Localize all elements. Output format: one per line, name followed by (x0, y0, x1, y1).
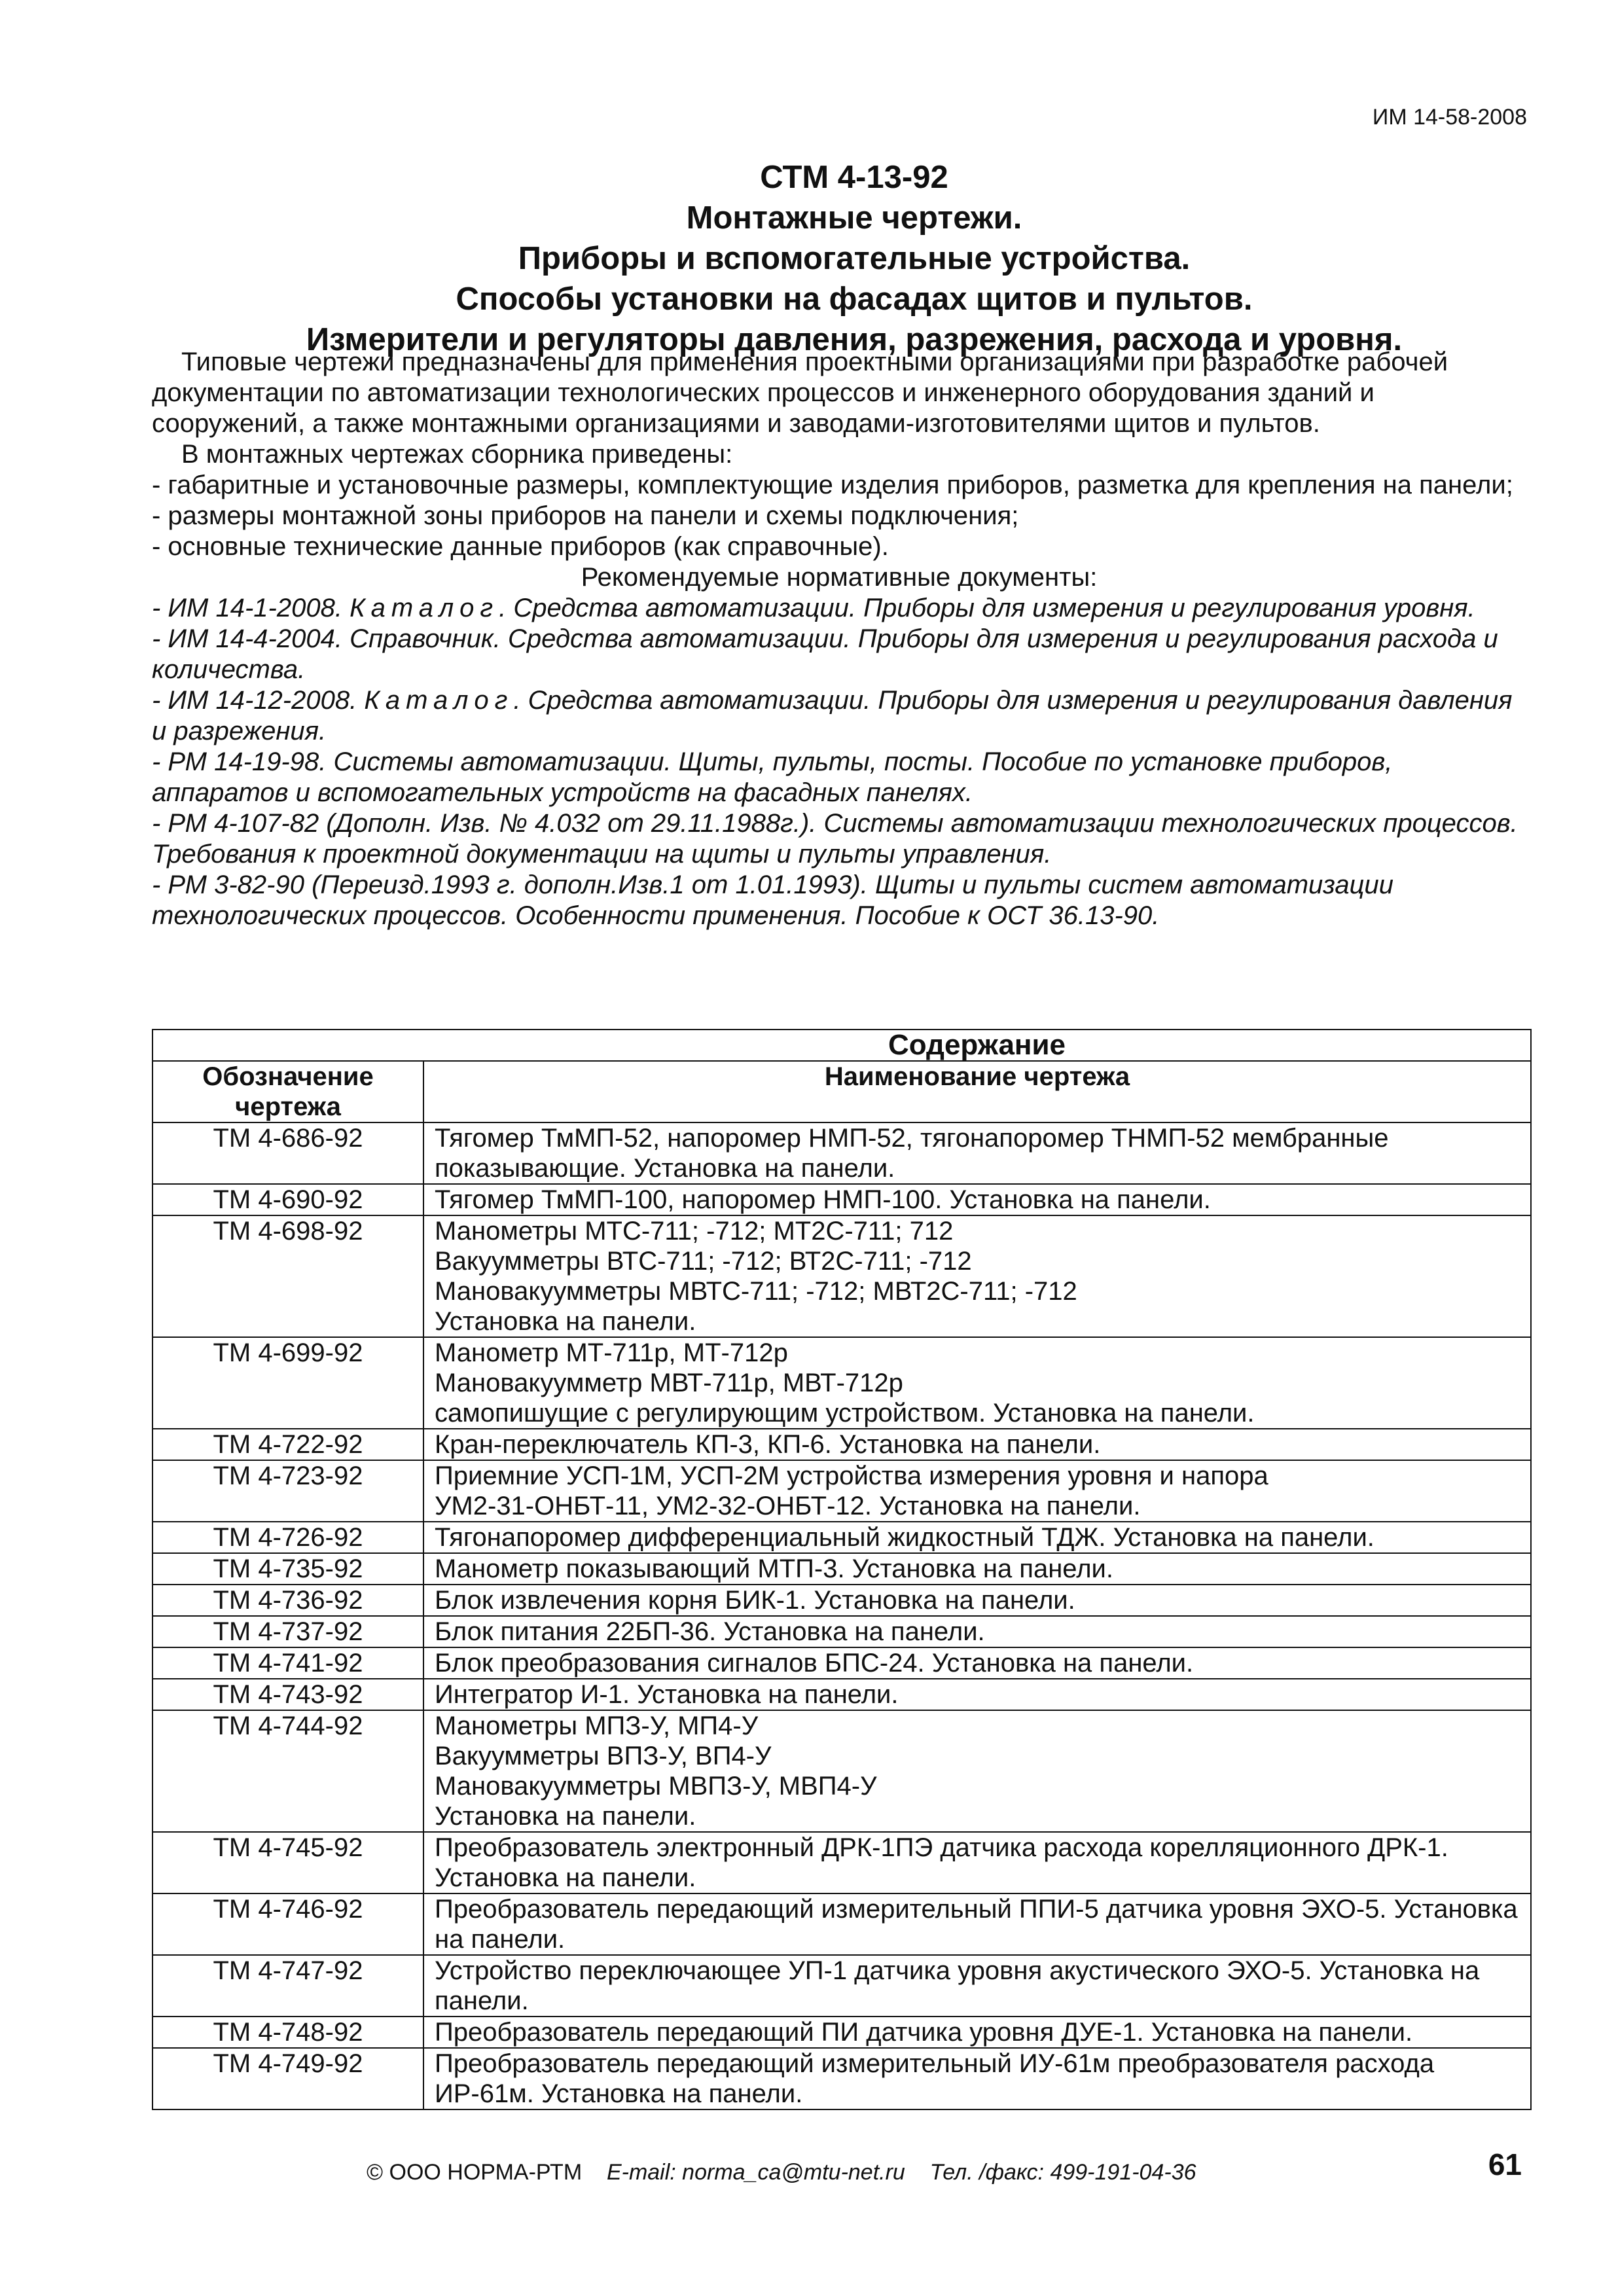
table-row (153, 1460, 1531, 1522)
drawing-name (423, 1460, 1531, 1522)
drawing-name-line: Преобразователь передающий измерительный ИУ-61м преобразователя расхода ИР-61м. Установка на панели. (435, 2049, 1435, 2108)
footer-email: E-mail: norma_ca@mtu-net.ru (606, 2160, 905, 2185)
table-row (153, 1184, 1531, 1215)
drawing-name (423, 1429, 1531, 1460)
refs-heading: Рекомендуемые нормативные документы: (581, 563, 1098, 592)
reference-item (152, 870, 1526, 931)
drawing-name (423, 1122, 1531, 1184)
drawing-code: ТМ 4-744-92 (153, 1710, 423, 1832)
drawing-code: ТМ 4-745-92 (153, 1832, 423, 1893)
intro-list-item: - размеры монтажной зоны приборов на панели и схемы подключения; (152, 501, 1019, 530)
drawing-name-line: Установка на панели. (435, 1307, 696, 1336)
drawing-name-line: Вакуумметры ВПЗ-У, ВП4-У (435, 1742, 772, 1770)
reference-text: - ИМ 14-1-2008. (152, 594, 350, 622)
reference-item (152, 624, 1526, 685)
reference-text: - РМ 14-19-98. Системы автоматизации. Щиты, пульты, посты. Пособие по установке приборов, аппаратов и вспомогательных устройств на фасадных панелях. (152, 747, 1393, 807)
intro-paragraph: В монтажных чертежах сборника приведены: (181, 440, 733, 469)
contents-header-row (153, 1061, 1531, 1122)
footer (367, 2160, 1196, 2185)
drawing-code: ТМ 4-723-92 (153, 1460, 423, 1522)
drawing-code: ТМ 4-748-92 (153, 2017, 423, 2048)
table-row (153, 2048, 1531, 2109)
reference-spaced-word: Каталог (364, 686, 514, 715)
footer-phone: Тел. /факс: 499-191-04-36 (929, 2160, 1196, 2185)
drawing-code: ТМ 4-698-92 (153, 1215, 423, 1337)
intro-list-item: - основные технические данные приборов (как справочные). (152, 532, 889, 561)
table-row (153, 1710, 1531, 1832)
table-row (153, 1616, 1531, 1647)
drawing-name-line: Тягомер ТмМП-52, напоромер НМП-52, тягонапоромер ТНМП-52 мембранные показывающие. Установка на панели. (435, 1124, 1389, 1183)
reference-text: . Средства автоматизации. Приборы для измерения и регулирования уровня. (499, 594, 1475, 622)
drawing-name (423, 1184, 1531, 1215)
table-row (153, 1429, 1531, 1460)
reference-text: - ИМ 14-12-2008. (152, 686, 365, 715)
drawing-name-line: Преобразователь передающий ПИ датчика уровня ДУЕ-1. Установка на панели. (435, 2018, 1413, 2047)
drawing-code: ТМ 4-690-92 (153, 1184, 423, 1215)
table-row (153, 1215, 1531, 1337)
drawing-name (423, 1679, 1531, 1710)
drawing-name-line: Кран-переключатель КП-3, КП-6. Установка на панели. (435, 1430, 1101, 1459)
table-row (153, 1893, 1531, 1955)
drawing-name-line: Тягомер ТмМП-100, напоромер НМП-100. Установка на панели. (435, 1185, 1211, 1214)
reference-item (152, 808, 1526, 870)
drawing-code: ТМ 4-747-92 (153, 1955, 423, 2017)
drawing-name-line: Преобразователь электронный ДРК-1ПЭ датчика расхода корелляционного ДРК-1. Установка на панели. (435, 1833, 1448, 1892)
drawing-code: ТМ 4-735-92 (153, 1553, 423, 1585)
drawing-name-line: Мановакуумметр МВТ-711р, МВТ-712р (435, 1369, 903, 1397)
drawing-code: ТМ 4-699-92 (153, 1337, 423, 1429)
page-number: 61 (1488, 2147, 1522, 2181)
drawing-code: ТМ 4-722-92 (153, 1429, 423, 1460)
title-line: Измерители и регуляторы давления, разрежения, расхода и уровня. (306, 322, 1403, 357)
drawing-code: ТМ 4-686-92 (153, 1122, 423, 1184)
drawing-name (423, 1893, 1531, 1955)
drawing-name (423, 1553, 1531, 1585)
drawing-name (423, 1647, 1531, 1679)
table-row (153, 1647, 1531, 1679)
drawing-name-line: УМ2-31-ОНБТ-11, УМ2-32-ОНБТ-12. Установка на панели. (435, 1492, 1141, 1520)
drawing-name-line: Блок питания 22БП-36. Установка на панели. (435, 1617, 985, 1646)
title-line: Способы установки на фасадах щитов и пультов. (456, 281, 1253, 317)
drawing-code: ТМ 4-749-92 (153, 2048, 423, 2109)
title-block (151, 157, 1558, 360)
refs-list (152, 593, 1526, 931)
drawing-name-line: Блок преобразования сигналов БПС-24. Установка на панели. (435, 1649, 1194, 1677)
drawing-name-line: Блок извлечения корня БИК-1. Установка на панели. (435, 1586, 1075, 1615)
title-line: СТМ 4-13-92 (760, 160, 948, 195)
drawing-name-line: Манометр МТ-711р, МТ-712р (435, 1338, 788, 1367)
table-row (153, 1832, 1531, 1893)
intro-paragraph: Типовые чертежи предназначены для применения проектными организациями при разработке рабочей документации по автоматизации технологических процессов и инженерного оборудования зданий и сооружений, а также монтажными организациями и заводами-изготовителями щитов и пультов. (152, 348, 1448, 438)
drawing-name-line: Мановакуумметры МВПЗ-У, МВП4-У (435, 1772, 877, 1801)
table-row (153, 1122, 1531, 1184)
drawing-name-line: Манометр показывающий МТП-3. Установка на панели. (435, 1554, 1114, 1583)
table-row (153, 1585, 1531, 1616)
reference-item (152, 685, 1526, 747)
drawing-name-line: Манометры МПЗ-У, МП4-У (435, 1712, 759, 1740)
reference-item (152, 747, 1526, 808)
drawing-code: ТМ 4-741-92 (153, 1647, 423, 1679)
footer-company: © ООО НОРМА-РТМ (367, 2160, 583, 2185)
title-line: Монтажные чертежи. (686, 200, 1022, 236)
drawing-code: ТМ 4-743-92 (153, 1679, 423, 1710)
drawing-name (423, 1955, 1531, 2017)
contents-caption: Содержание (423, 1030, 1531, 1061)
drawing-name (423, 1585, 1531, 1616)
table-row (153, 1955, 1531, 2017)
reference-item (152, 593, 1526, 624)
drawing-name-line: Установка на панели. (435, 1802, 696, 1831)
table-row (153, 1522, 1531, 1553)
drawing-code: ТМ 4-726-92 (153, 1522, 423, 1553)
column-header-name: Наименование чертежа (423, 1061, 1531, 1122)
drawing-name-line: Преобразователь передающий измерительный ППИ-5 датчика уровня ЭХО-5. Установка на панели. (435, 1895, 1518, 1954)
drawing-code: ТМ 4-737-92 (153, 1616, 423, 1647)
column-header-code: Обозначение чертежа (153, 1061, 423, 1122)
drawing-name (423, 1215, 1531, 1337)
document-code: ИМ 14-58-2008 (1372, 105, 1527, 130)
intro-text (152, 347, 1526, 931)
table-row (153, 1553, 1531, 1585)
drawing-name (423, 2048, 1531, 2109)
contents-table (152, 1029, 1532, 2110)
title-line: Приборы и вспомогательные устройства. (518, 241, 1191, 276)
drawing-name (423, 1522, 1531, 1553)
drawing-name-line: Устройство переключающее УП-1 датчика уровня акустического ЭХО-5. Установка на панели. (435, 1956, 1480, 2015)
table-row (153, 1679, 1531, 1710)
drawing-name (423, 1710, 1531, 1832)
intro-list-item: - габаритные и установочные размеры, комплектующие изделия приборов, разметка для крепления на панели; (152, 471, 1513, 499)
drawing-name-line: самопишущие с регулирующим устройством. Установка на панели. (435, 1399, 1255, 1427)
table-row (153, 2017, 1531, 2048)
drawing-code: ТМ 4-736-92 (153, 1585, 423, 1616)
reference-text: . Средства автоматизации. Приборы для измерения и регулирования давления и разрежения. (152, 686, 1513, 745)
drawing-name-line: Интегратор И-1. Установка на панели. (435, 1680, 899, 1709)
drawing-name-line: Мановакуумметры МВТС-711; -712; МВТ2С-711; -712 (435, 1277, 1077, 1306)
drawing-name (423, 1832, 1531, 1893)
drawing-name-line: Манометры МТС-711; -712; МТ2С-711; 712 (435, 1217, 954, 1246)
drawing-code: ТМ 4-746-92 (153, 1893, 423, 1955)
reference-text: - ИМ 14-4-2004. Справочник. Средства автоматизации. Приборы для измерения и регулирования расхода и количества. (152, 624, 1498, 684)
reference-text: - РМ 3-82-90 (Переизд.1993 г. дополн.Изв.1 от 1.01.1993). Щиты и пульты систем автоматизации технологических процессов. Особенности применения. Пособие к ОСТ 36.13-90. (152, 870, 1394, 930)
drawing-name-line: Вакуумметры ВТС-711; -712; ВТ2С-711; -712 (435, 1247, 972, 1276)
drawing-name-line: Приемние УСП-1М, УСП-2М устройства измерения уровня и напора (435, 1462, 1268, 1490)
drawing-name (423, 1337, 1531, 1429)
drawing-name (423, 2017, 1531, 2048)
reference-spaced-word: Каталог (350, 594, 499, 622)
table-row (153, 1337, 1531, 1429)
reference-text: - РМ 4-107-82 (Дополн. Изв. № 4.032 от 29.11.1988г.). Системы автоматизации технологических процессов. Требования к проектной документации на щиты и пульты управления. (152, 809, 1518, 869)
contents-caption-row (153, 1030, 1531, 1061)
drawing-name-line: Тягонапоромер дифференциальный жидкостный ТДЖ. Установка на панели. (435, 1523, 1374, 1552)
drawing-name (423, 1616, 1531, 1647)
